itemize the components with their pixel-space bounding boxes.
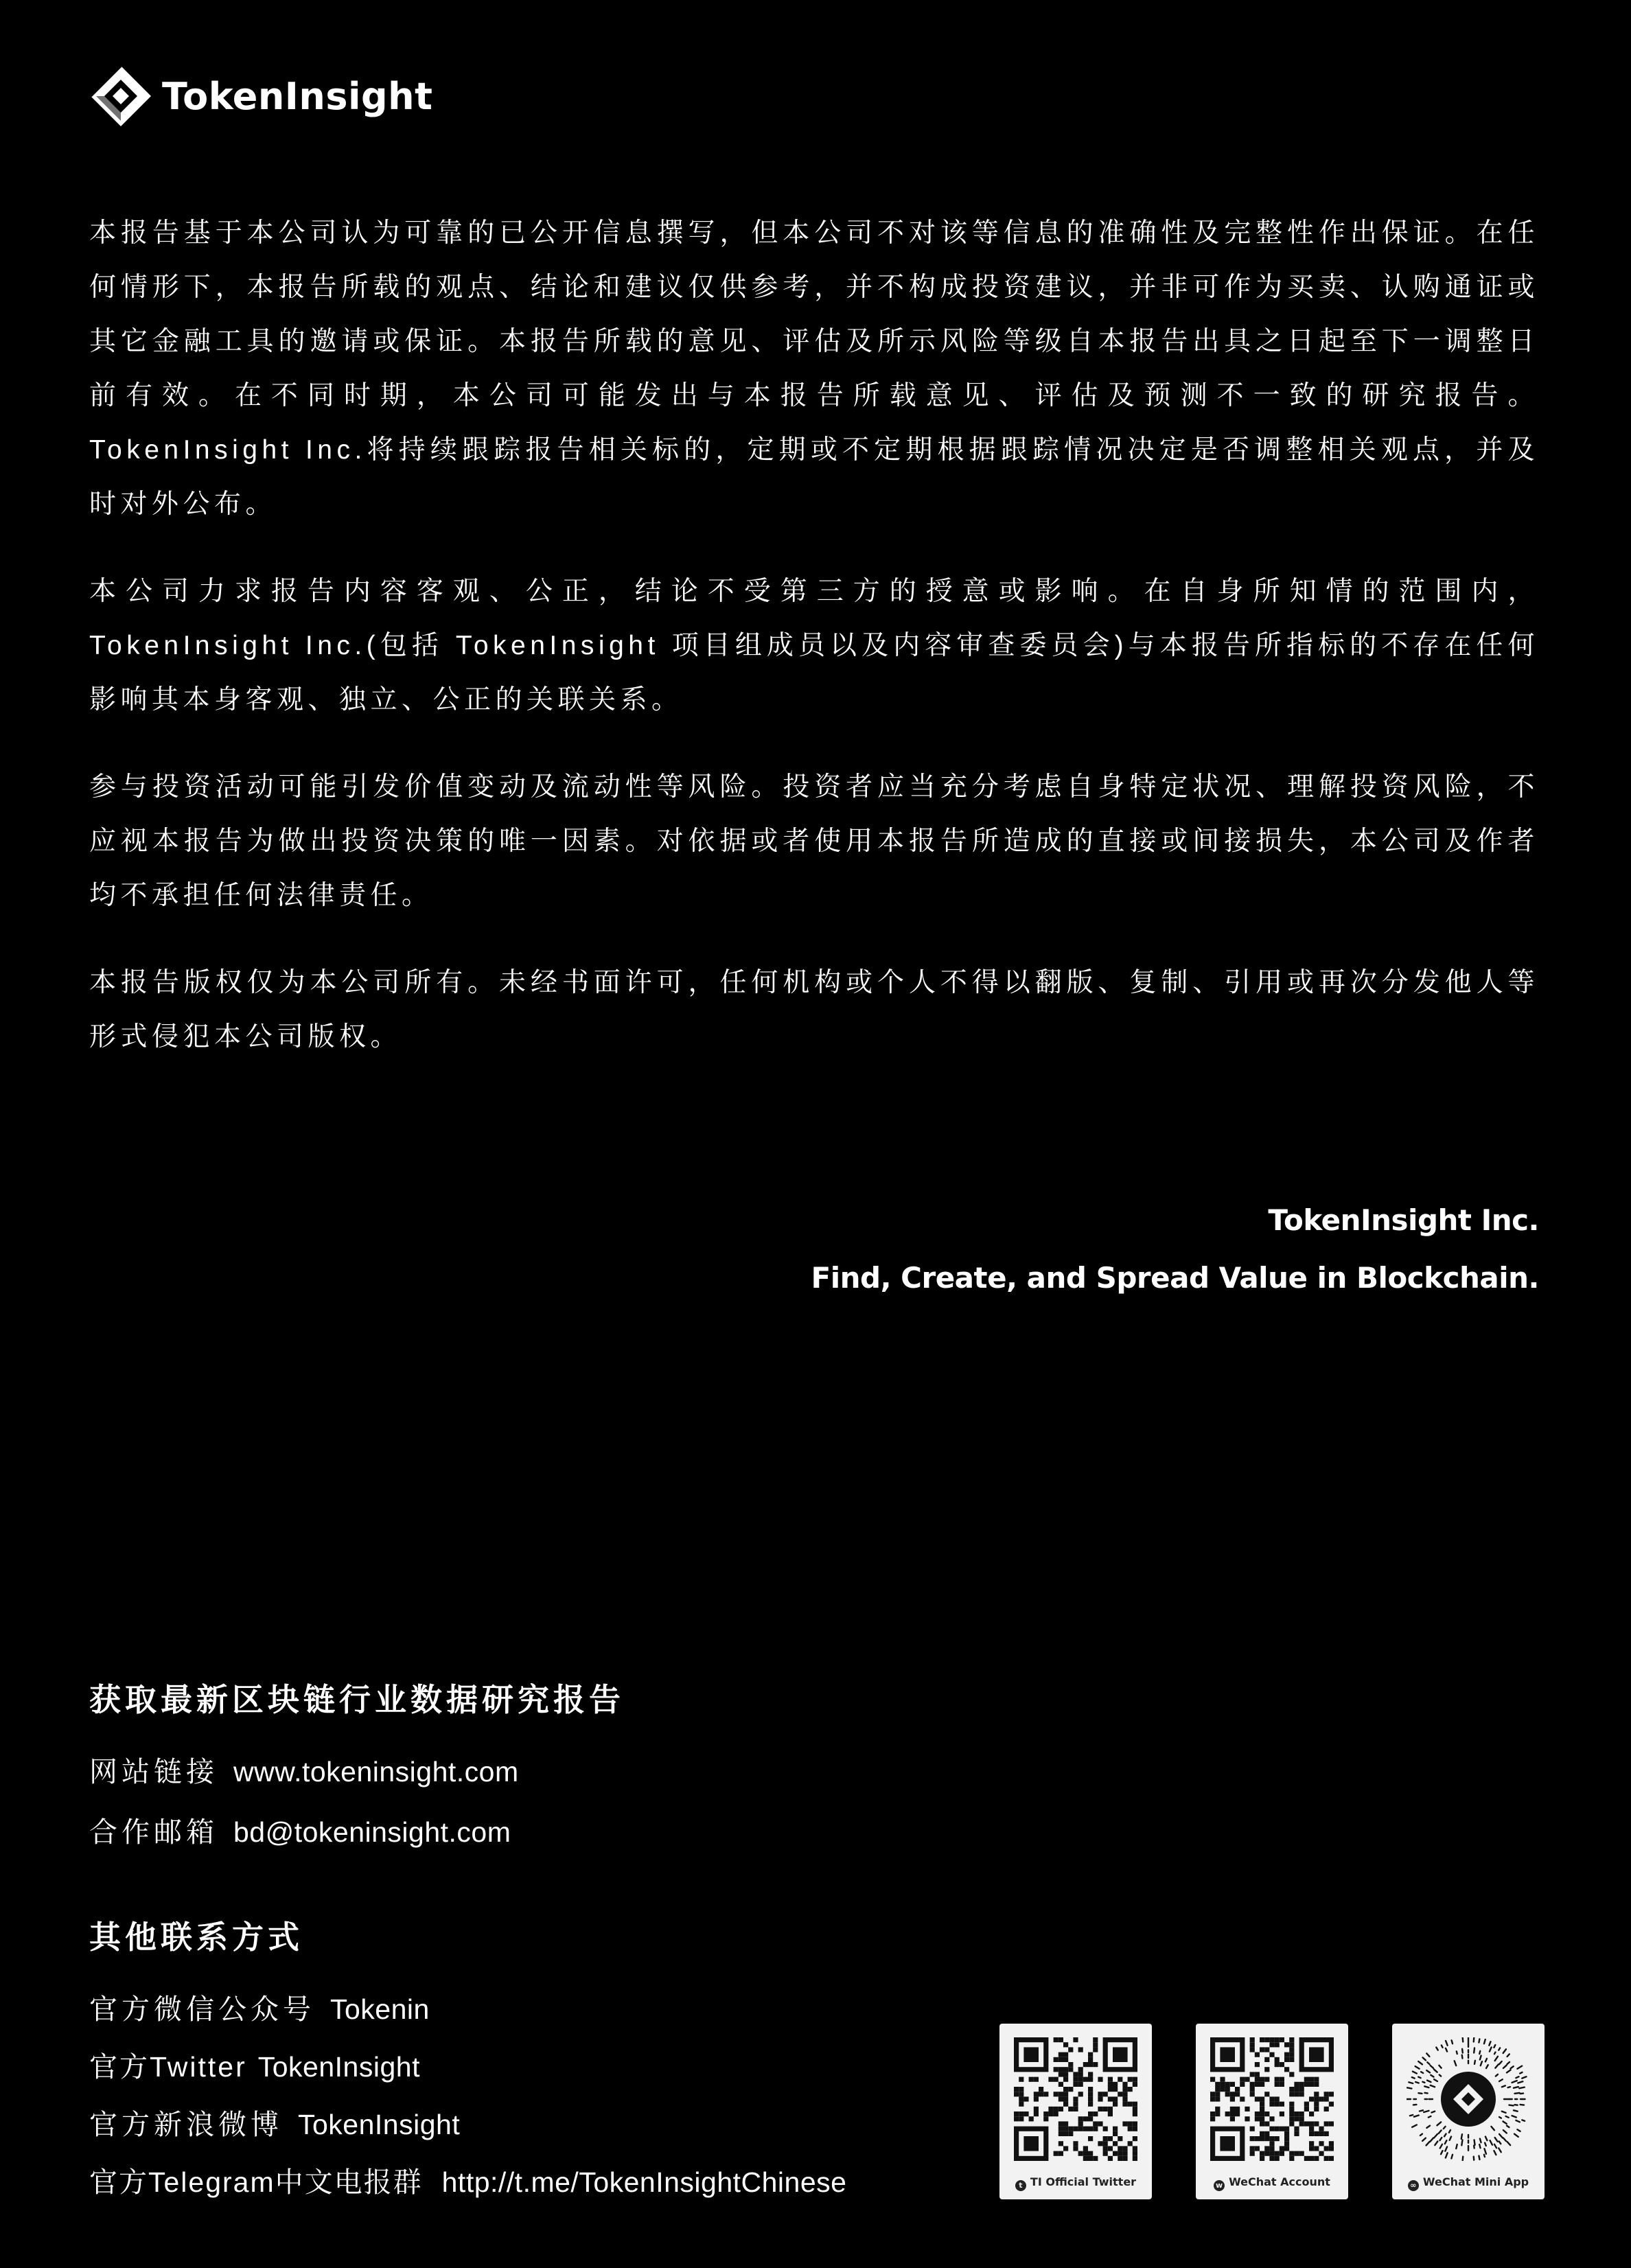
wechat-qr-code-icon bbox=[1210, 2037, 1334, 2161]
logo-wordmark: TokenInsight bbox=[162, 74, 433, 118]
disclaimer-section bbox=[89, 206, 1539, 1097]
website-line bbox=[89, 1749, 519, 1790]
twitter-value[interactable]: TokenInsight bbox=[257, 2051, 420, 2083]
website-link[interactable]: www.tokeninsight.com bbox=[233, 1756, 519, 1787]
company-logo bbox=[89, 63, 432, 129]
qr-caption: ∞ WeChat Mini App bbox=[1392, 2175, 1545, 2191]
qr-card-twitter[interactable] bbox=[999, 2024, 1152, 2199]
qr-caption: t TI Official Twitter bbox=[999, 2175, 1152, 2191]
wechat-icon: w bbox=[1214, 2180, 1225, 2191]
telegram-line bbox=[89, 2160, 846, 2200]
twitter-line bbox=[89, 2044, 420, 2085]
disclaimer-paragraph: 本报告版权仅为本公司所有。未经书面许可，任何机构或个人不得以翻版、复制、引用或再次分发他人等形式侵犯本公司版权。 bbox=[89, 968, 1539, 1052]
twitter-qr-code-icon bbox=[1014, 2037, 1137, 2161]
email-link[interactable]: bd@tokeninsight.com bbox=[233, 1816, 511, 1848]
signature-company: TokenInsight Inc. bbox=[1268, 1203, 1539, 1237]
website-label: 网站链接 bbox=[89, 1756, 218, 1787]
twitter-icon: t bbox=[1015, 2180, 1026, 2191]
qr-card-wechat-account[interactable] bbox=[1196, 2024, 1348, 2199]
signature-block bbox=[811, 1192, 1539, 1307]
telegram-link[interactable]: http://t.me/TokenInsightChinese bbox=[441, 2166, 847, 2198]
signature-slogan: Find, Create, and Spread Value in Blockchain. bbox=[811, 1261, 1539, 1295]
wechat-value: Tokenin bbox=[330, 1993, 430, 2025]
mini-app-code-icon bbox=[1407, 2037, 1530, 2161]
contacts-section-title: 其他联系方式 bbox=[89, 1919, 303, 1956]
mini-app-icon: ∞ bbox=[1408, 2180, 1419, 2191]
tokeninsight-logo-icon bbox=[89, 65, 152, 128]
wechat-line bbox=[89, 1987, 430, 2027]
disclaimer-paragraph: 参与投资活动可能引发价值变动及流动性等风险。投资者应当充分考虑自身特定状况、理解投资风险，不应视本报告为做出投资决策的唯一因素。对依据或者使用本报告所造成的直接或间接损失，本公司及作者均不承担任何法律责任。 bbox=[89, 772, 1539, 910]
disclaimer-paragraph: 本公司力求报告内容客观、公正，结论不受第三方的授意或影响。在自身所知情的范围内，TokenInsight Inc.(包括 TokenInsight 项目组成员以及内容审查委员会)与本报告所指标的不存在任何影响其本身客观、独立、公正的关联关系。 bbox=[89, 577, 1539, 715]
telegram-label: 官方Telegram中文电报群 bbox=[89, 2166, 423, 2198]
qr-card-mini-app[interactable] bbox=[1392, 2024, 1545, 2199]
weibo-label: 官方新浪微博 bbox=[89, 2109, 283, 2140]
email-line bbox=[89, 1809, 511, 1850]
wechat-label: 官方微信公众号 bbox=[89, 1993, 315, 2025]
qr-caption: w WeChat Account bbox=[1196, 2175, 1348, 2191]
reports-section-title: 获取最新区块链行业数据研究报告 bbox=[89, 1681, 625, 1718]
disclaimer-paragraph: 本报告基于本公司认为可靠的已公开信息撰写，但本公司不对该等信息的准确性及完整性作出保证。在任何情形下，本报告所载的观点、结论和建议仅供参考，并不构成投资建议，并非可作为买卖、认购通证或其它金融工具的邀请或保证。本报告所载的意见、评估及所示风险等级自本报告出具之日起至下一调整日前有效。在不同时期，本公司可能发出与本报告所载意见、评估及预测不一致的研究报告。TokenInsight Inc.将持续跟踪报告相关标的，定期或不定期根据跟踪情况决定是否调整相关观点，并及时对外公布。 bbox=[89, 218, 1539, 519]
email-label: 合作邮箱 bbox=[89, 1816, 218, 1848]
twitter-label: 官方Twitter bbox=[89, 2051, 247, 2083]
weibo-value[interactable]: TokenInsight bbox=[298, 2109, 461, 2140]
weibo-line bbox=[89, 2102, 460, 2142]
